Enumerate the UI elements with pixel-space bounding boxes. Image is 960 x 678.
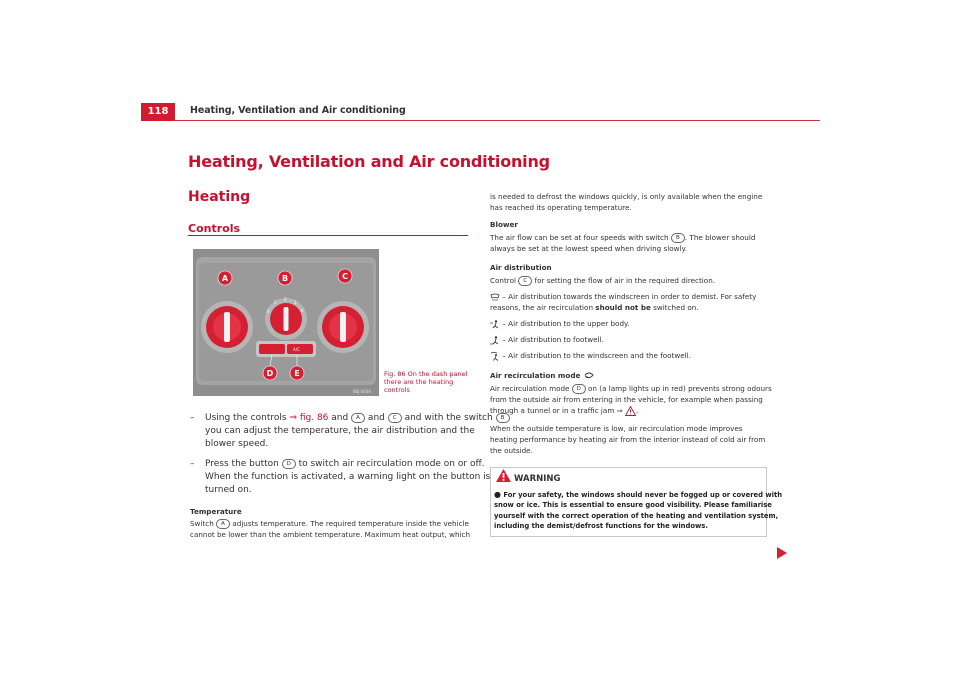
svg-text:0: 0 — [267, 309, 270, 314]
outside-temp-line2: heating performance by heating air from the interior instead of cold air from — [490, 435, 766, 444]
warning-text: ● For your safety, the windows should never be fogged up or covered with snow or ice. This is essential to ensure good visibility. Please familiarise yourself with the correct operation of the heating and ventilation system, including the demist/defrost functions for the windows. — [494, 490, 783, 531]
subsection-title: Heating — [188, 189, 251, 205]
windscreen-footwell-airflow-icon — [490, 352, 500, 361]
footwell-airflow-icon — [490, 336, 500, 345]
label-a — [218, 271, 232, 285]
upper-body-airflow-icon — [490, 320, 500, 329]
para1-line2: has reached its operating temperature. — [490, 203, 632, 212]
blower-line1: The air flow can be set at four speeds with switch B . The blower should — [490, 233, 756, 242]
subsubsection-title: Controls — [188, 222, 241, 235]
ac-button — [287, 344, 313, 354]
outside-temp-line1: When the outside temperature is low, air recirculation mode improves — [490, 424, 743, 433]
bullet1-line2: you can adjust the temperature, the air distribution and the — [205, 426, 475, 436]
label-c — [338, 269, 352, 283]
warning-heading: WARNING — [514, 474, 561, 484]
ref-a: A — [216, 519, 230, 529]
ref-d: D — [572, 384, 586, 394]
option-footwell: – Air distribution to footwell. — [490, 335, 604, 346]
temperature-heading: Temperature — [190, 507, 242, 516]
recirculation-line2: from the outside air from entering in the vehicle, for example when passing — [490, 395, 763, 404]
figure-link[interactable]: fig. 86 — [296, 413, 329, 423]
ref-d: D — [282, 459, 296, 469]
label-e — [290, 366, 304, 380]
bullet-dash: – — [190, 459, 195, 469]
figure-caption: Fig. 86 On the dash panel there are the heating controls — [384, 370, 468, 394]
air-distribution-heading: Air distribution — [490, 263, 552, 272]
svg-text:A: A — [221, 274, 229, 283]
option-windscreen-line1: – Air distribution towards the windscreen in order to demist. For safety — [490, 292, 756, 303]
blower-line2: always be set at the lowest speed when driving slowly. — [490, 244, 688, 253]
air-recirculation-heading: Air recirculation mode — [490, 371, 595, 382]
bullet1-line3: blower speed. — [205, 439, 269, 449]
air-distribution-line1: Control C for setting the flow of air in the required direction. — [490, 276, 716, 285]
next-page-arrow-icon[interactable] — [777, 547, 787, 559]
ref-b: B — [671, 233, 685, 243]
bullet2-line1: Press the button D to switch air recirculation mode on or off. — [205, 459, 485, 469]
svg-text:1: 1 — [274, 300, 277, 305]
svg-text:C: C — [342, 272, 348, 281]
recirculation-line3: through a tunnel or in a traffic jam ⇒ . — [490, 406, 639, 415]
ref-a: A — [351, 413, 365, 423]
knob-a — [201, 301, 253, 353]
arrow: ⇒ — [289, 413, 297, 423]
ac-label: A/C — [293, 347, 300, 352]
section-title: Heating, Ventilation and Air conditioning — [188, 152, 550, 171]
option-upper-body: – Air distribution to the upper body. — [490, 319, 630, 330]
arrow: ⇒ — [616, 406, 623, 415]
label-b — [278, 271, 292, 285]
running-title: Heating, Ventilation and Air conditioning — [190, 105, 406, 116]
bullet2-line2: When the function is activated, a warning light on the button is — [205, 472, 491, 482]
page-number: 118 — [141, 103, 175, 121]
recirculation-line1: Air recirculation mode D on (a lamp lights up in red) prevents strong odours — [490, 384, 772, 393]
header-rule — [173, 120, 820, 121]
svg-text:3: 3 — [294, 300, 297, 305]
knob-c — [317, 301, 369, 353]
svg-text:D: D — [266, 369, 274, 378]
svg-text:4: 4 — [301, 308, 304, 313]
warning-icon — [495, 468, 512, 483]
bullet2-line3: turned on. — [205, 485, 252, 495]
warning-triangle-icon — [625, 406, 636, 416]
option-windscreen-footwell: – Air distribution to the windscreen and the footwell. — [490, 351, 691, 362]
svg-text:2: 2 — [284, 297, 287, 302]
heating-controls-figure — [193, 249, 379, 396]
bullet-dash: – — [190, 413, 195, 423]
ref-c: C — [388, 413, 402, 423]
temperature-line1: Switch A adjusts temperature. The required temperature inside the vehicle — [190, 519, 469, 528]
para1-line1: is needed to defrost the windows quickly, is only available when the engine — [490, 192, 763, 201]
bullet1-line1: Using the controls ⇒ fig. 86 and A and C and with the switch B — [205, 412, 510, 425]
option-windscreen-line2: reasons, the air recirculation should not be switched on. — [490, 303, 699, 312]
temperature-line2: cannot be lower than the ambient temperature. Maximum heat output, which — [190, 530, 471, 539]
windscreen-defrost-icon — [490, 293, 500, 301]
svg-text:E: E — [294, 369, 300, 378]
ref-c: C — [518, 276, 532, 286]
recirculation-icon — [583, 372, 595, 380]
svg-text:B: B — [281, 274, 289, 283]
outside-temp-line3: the outside. — [490, 446, 533, 455]
subsection-rule — [188, 235, 468, 236]
label-d — [263, 366, 277, 380]
ref-b: B — [496, 413, 510, 423]
bullet-icon: ● — [494, 490, 501, 499]
figure-code: B6J-0036 — [353, 389, 371, 394]
blower-heading: Blower — [490, 220, 518, 229]
recirc-button — [259, 344, 285, 354]
